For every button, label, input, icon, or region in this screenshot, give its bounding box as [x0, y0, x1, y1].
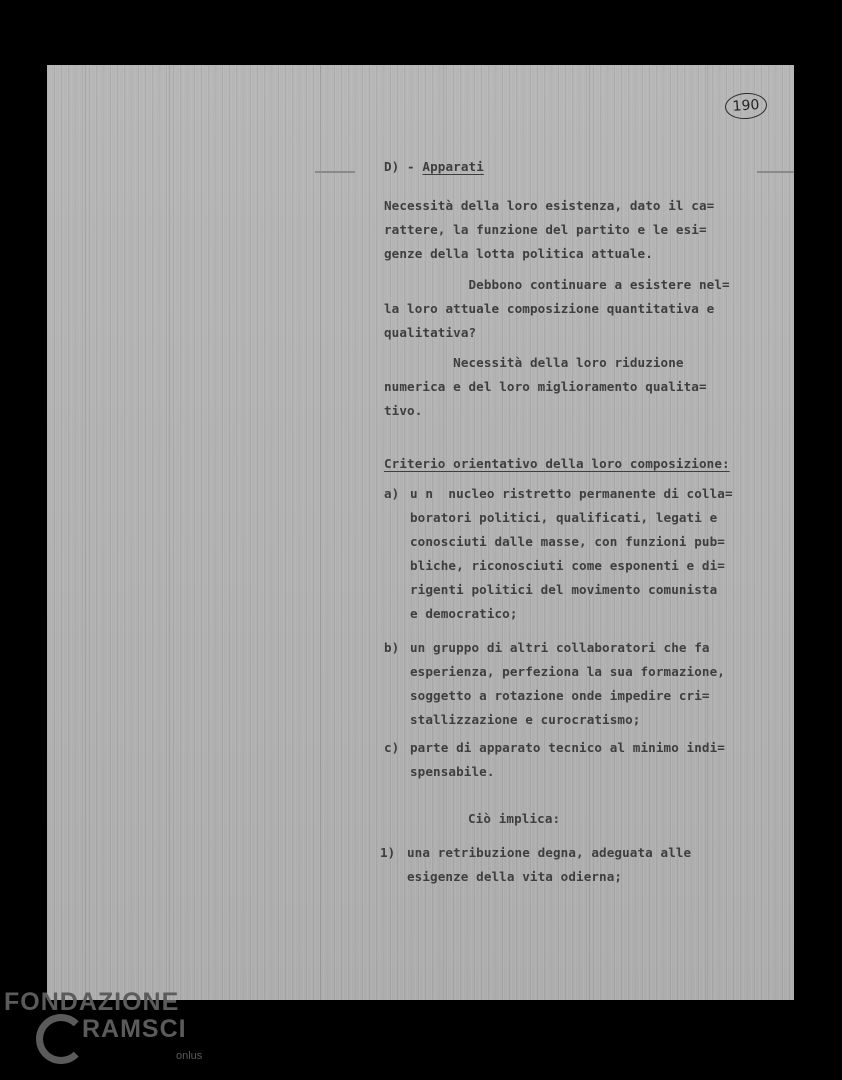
paper-fold-line	[85, 65, 86, 1000]
text-line: genze della lotta politica attuale.	[384, 246, 653, 261]
watermark-fondazione: FONDAZIONE	[4, 988, 180, 1016]
text-line: esigenze della vita odierna;	[407, 869, 623, 884]
item-b-label: b)	[384, 640, 400, 655]
cio-implica: Ciò implica:	[468, 811, 561, 826]
item-a-label: a)	[384, 486, 400, 501]
text-line: tivo.	[384, 403, 423, 418]
text-line: rigenti politici del movimento comunista	[410, 582, 718, 597]
text-line: parte di apparato tecnico al minimo indi=	[410, 740, 725, 755]
text-line: rattere, la funzione del partito e le esi=	[384, 222, 707, 237]
text-line: e democratico;	[410, 606, 518, 621]
text-line: soggetto a rotazione onde impedire cri=	[410, 688, 710, 703]
paragraph-2	[384, 273, 730, 345]
text-line: Necessità della loro esistenza, dato il ca=	[384, 198, 715, 213]
heading-title: Apparati	[422, 159, 484, 174]
paragraph-1	[384, 194, 714, 266]
criterio-heading: Criterio orientativo della loro composizione:	[384, 456, 730, 471]
text-line: boratori politici, qualificati, legati e	[410, 510, 718, 525]
watermark-onlus: onlus	[176, 1050, 203, 1062]
text-line: qualitativa?	[384, 325, 477, 340]
text-line: la loro attuale composizione quantitativa e	[384, 301, 715, 316]
text-line: spensabile.	[410, 764, 495, 779]
paragraph-3	[384, 351, 707, 423]
numbered-item-label: 1)	[380, 845, 396, 860]
section-heading	[384, 155, 484, 179]
paper-fold-line	[320, 65, 321, 1000]
page-number: 190	[724, 92, 768, 121]
watermark-g-logo	[36, 1014, 86, 1064]
heading-prefix: D) -	[384, 159, 423, 174]
text-line: u n nucleo ristretto permanente di colla=	[410, 486, 733, 501]
numbered-item-text	[407, 841, 691, 889]
text-line: numerica e del loro miglioramento qualita=	[384, 379, 707, 394]
text-line: un gruppo di altri collaboratori che fa	[410, 640, 710, 655]
text-line: conosciuti dalle masse, con funzioni pub=	[410, 534, 725, 549]
text-line: una retribuzione degna, adeguata alle	[407, 845, 692, 860]
item-c-label: c)	[384, 740, 400, 755]
text-line: stallizzazione e curocratismo;	[410, 712, 641, 727]
text-line: esperienza, perfeziona la sua formazione,	[410, 664, 725, 679]
item-c-text	[410, 736, 725, 784]
document-page	[47, 65, 794, 1000]
item-b-text	[410, 636, 725, 732]
text-line: Necessità della loro riduzione	[384, 355, 684, 370]
item-a-text	[410, 482, 733, 626]
margin-mark	[315, 171, 355, 173]
margin-mark	[757, 171, 794, 173]
text-line: bliche, riconosciuti come esponenti e di=	[410, 558, 725, 573]
text-line: Debbono continuare a esistere nel=	[384, 277, 730, 292]
watermark-gramsci: RAMSCI	[82, 1015, 187, 1043]
paper-fold-line	[169, 65, 170, 1000]
